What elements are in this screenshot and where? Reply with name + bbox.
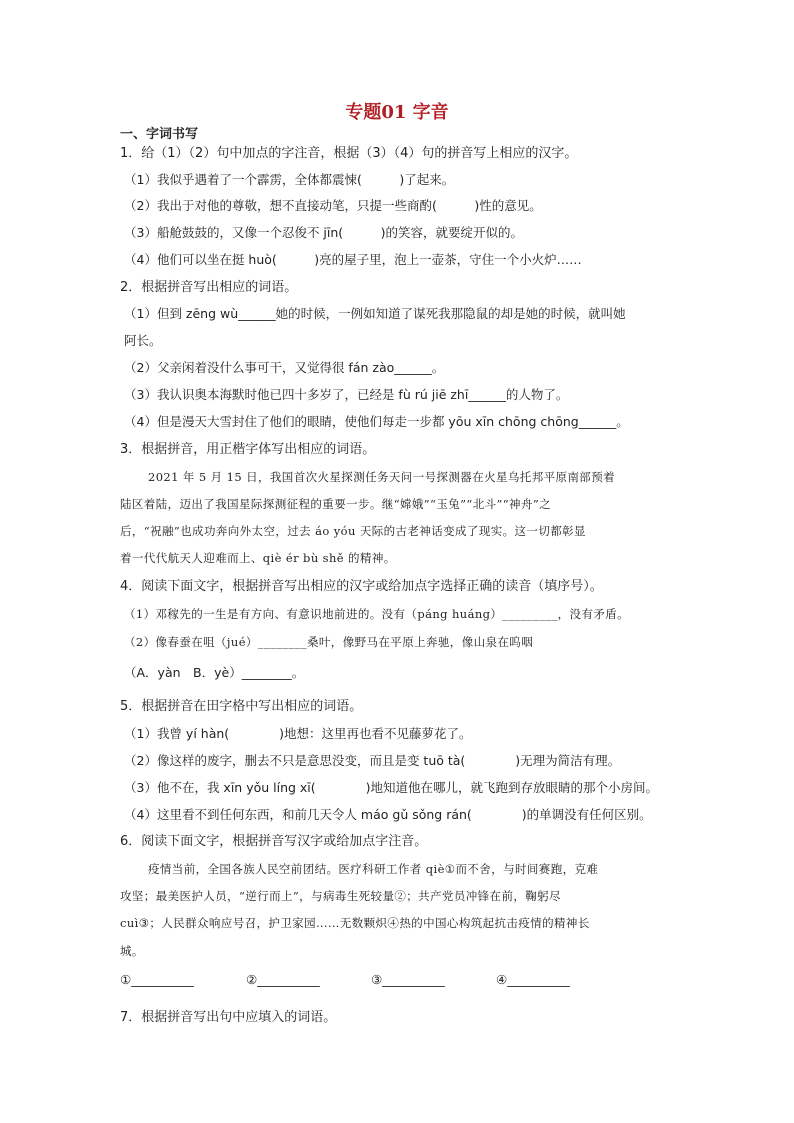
answer-blank-4[interactable]: ④__________ (496, 972, 570, 987)
question-2-item-2: （2）父亲闲着没什么事可干，又觉得很 fán zào______。 (124, 360, 445, 375)
question-5-stem: 5．根据拼音在田字格中写出相应的词语。 (120, 699, 363, 714)
question-6-stem: 6．阅读下面文字，根据拼音写汉字或给加点字注音。 (120, 834, 428, 849)
question-6-paragraph-line: cuì③；人民群众响应号召，护卫家园……无数颗炽④热的中国心构筑起抗击疫情的精神长 (120, 916, 590, 930)
question-3-stem: 3．根据拼音，用正楷字体写出相应的词语。 (120, 442, 376, 457)
question-5-item-3: （3）他不在，我 xīn yǒu líng xī( )地知道他在哪儿，就飞跑到存放眼睛的那个小房间。 (124, 780, 659, 795)
question-2-item-4: （4）但是漫天大雪封住了他们的眼睛，使他们每走一步都 yōu xīn chōng chōng______。 (124, 414, 629, 429)
question-6-paragraph-line: 城。 (120, 944, 144, 958)
question-3-paragraph-line: 后，“祝融”也成功奔向外太空，过去 áo yóu 天际的古老神话变成了现实。这一切都彰显 (120, 524, 586, 538)
question-4-item-2: （2）像春蚕在咀（jué）________桑叶，像野马在平原上奔驰，像山泉在呜咽 (124, 635, 534, 649)
question-1-item-1: （1）我似乎遇着了一个霹雳，全体都震悚( )了起来。 (124, 172, 455, 187)
question-2-item-1: （1）但到 zēng wù______她的时候，一例如知道了谋死我那隐鼠的却是她的时候，就叫她 (124, 306, 626, 321)
question-7-stem: 7．根据拼音写出句中应填入的词语。 (120, 1010, 337, 1025)
answer-blank-3[interactable]: ③__________ (371, 972, 445, 987)
question-1-item-4: （4）他们可以坐在挺 huò( )亮的屋子里，泡上一壶茶，守住一个小火炉…… (124, 252, 582, 267)
question-4-options: （A．yàn B．yè）________。 (124, 665, 305, 680)
section-heading: 一、字词书写 (120, 127, 199, 142)
question-3-paragraph-line: 2021 年 5 月 15 日，我国首次火星探测任务天问一号探测器在火星乌托邦平原南部预着 (148, 470, 615, 484)
question-4-stem: 4．阅读下面文字，根据拼音写出相应的汉字或给加点字选择正确的读音（填序号）。 (120, 579, 603, 594)
question-1-stem: 1．给（1）（2）句中加点的字注音，根据（3）（4）句的拼音写上相应的汉字。 (120, 146, 578, 161)
question-1-item-3: （3）船舱鼓鼓的，又像一个忍俊不 jīn( )的笑容，就要绽开似的。 (124, 225, 524, 240)
question-3-paragraph-line: 着一代代航天人迎难而上、qiè ér bù shě 的精神。 (120, 551, 396, 565)
question-2-stem: 2．根据拼音写出相应的词语。 (120, 280, 298, 295)
question-1-item-2: （2）我出于对他的尊敬，想不直接动笔，只提一些商酌( )性的意见。 (124, 198, 542, 213)
question-6-paragraph-line: 攻坚；最美医护人员，“逆行而上”，与病毒生死较量②；共产党员冲锋在前，鞠躬尽 (120, 889, 561, 903)
question-6-paragraph-line: 疫情当前，全国各族人民空前团结。医疗科研工作者 qiè①而不舍，与时间赛跑，克难 (148, 862, 599, 876)
question-2-item-3: （3）我认识奥本海默时他已四十多岁了，已经是 fù rú jiē zhī______的人物了。 (124, 387, 569, 402)
answer-blank-2[interactable]: ②__________ (246, 972, 320, 987)
question-5-item-2: （2）像这样的废字，删去不只是意思没变，而且是变 tuō tà( )无理为简洁有理。 (124, 753, 621, 768)
question-2-item-1-cont: 阿长。 (124, 333, 162, 348)
page-title: 专题01 字音 (345, 102, 449, 123)
question-5-item-1: （1）我曾 yí hàn( )地想：这里再也看不见藤萝花了。 (124, 726, 472, 741)
question-4-item-1: （1）邓稼先的一生是有方向、有意识地前进的。没有（páng huáng）_________，没有矛盾。 (124, 607, 630, 621)
answer-blank-1[interactable]: ①__________ (120, 972, 194, 987)
question-3-paragraph-line: 陆区着陆，迈出了我国星际探测征程的重要一步。继“嫦娥”“玉兔”“北斗”“神舟”之 (120, 497, 552, 511)
question-5-item-4: （4）这里看不到任何东西，和前几天令人 máo gǔ sǒng rán( )的单调没有任何区别。 (124, 807, 652, 822)
